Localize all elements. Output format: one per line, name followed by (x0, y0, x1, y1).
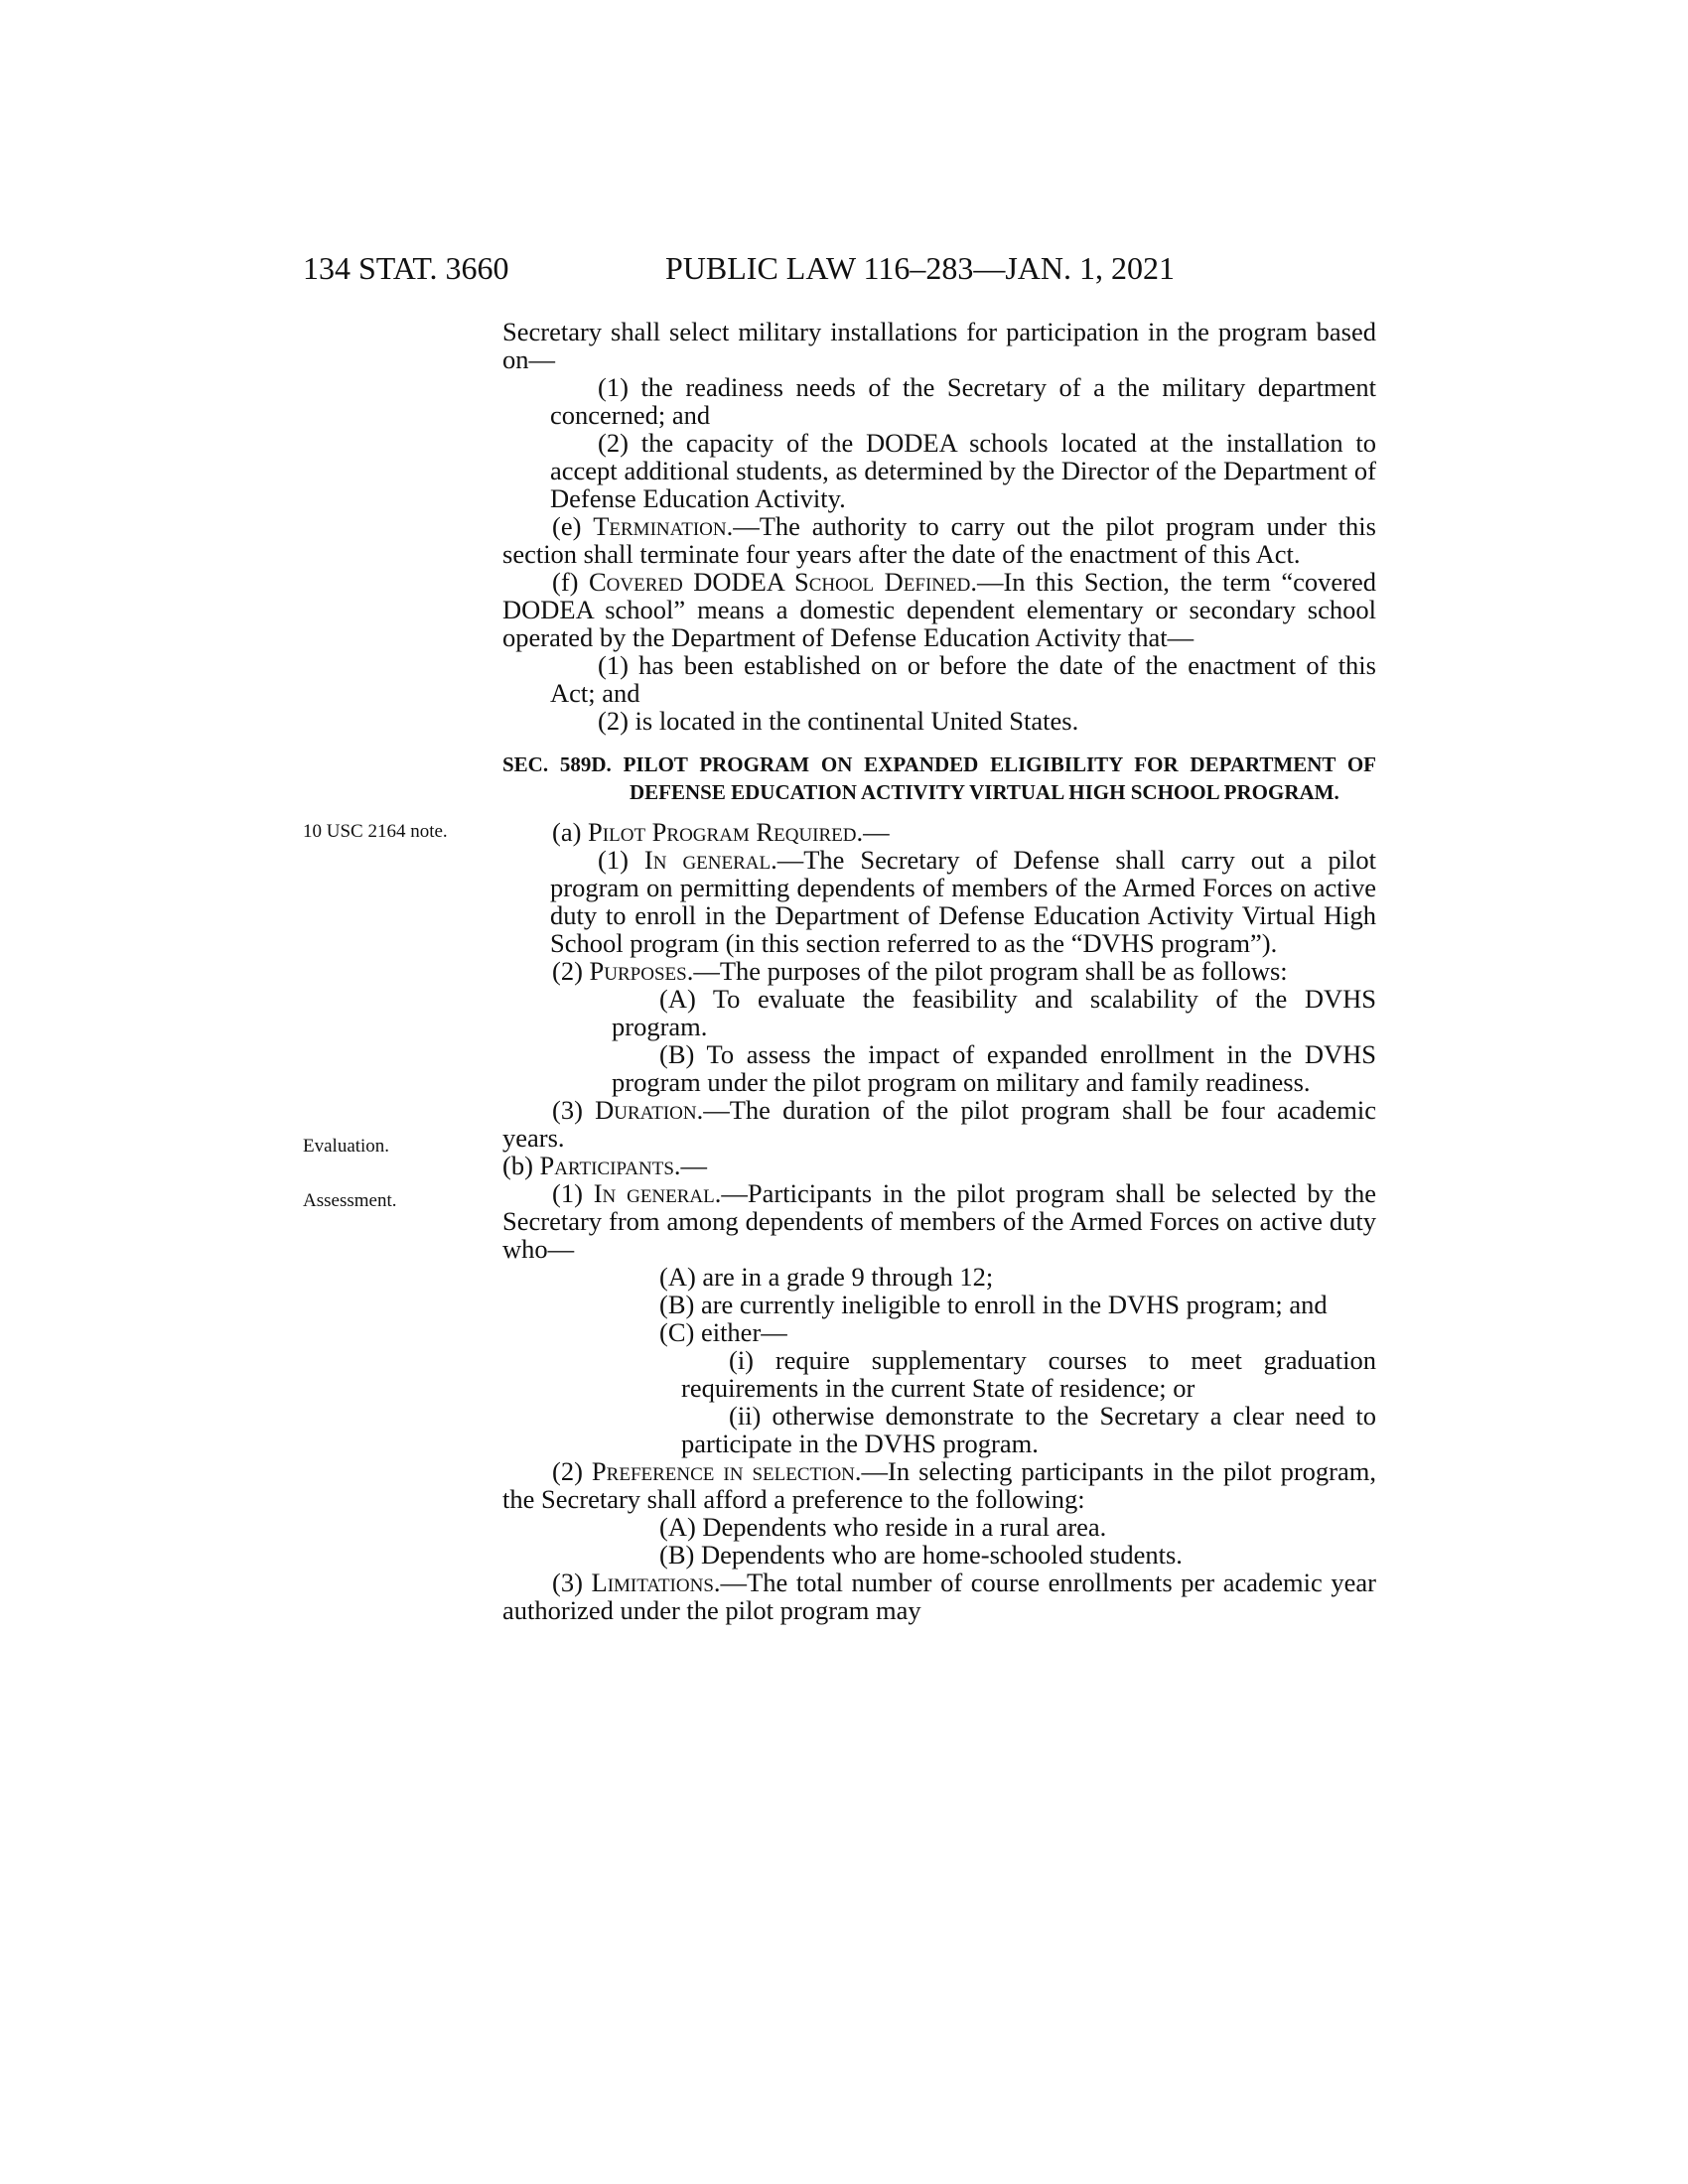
paragraph-text: .—The Secretary of Defense shall carry out a pilot program on permitting dependents of members of the Armed Forces on active duty to enroll in the Department of Defense Education Activity Virtual High School program (in this section referred to as the “DVHS program”). (550, 845, 1377, 958)
subsection-label: (e) (552, 511, 594, 541)
paragraph-label: (2) (552, 956, 590, 986)
subparagraph: (A) are in a grade 9 through 12; (659, 1262, 994, 1292)
clause: (ii) otherwise demonstrate to the Secretary a clear need to participate in the DVHS program. (681, 1401, 1376, 1458)
subsection-b (502, 1152, 1376, 1179)
subsection-text: .—In this Section, the term “covered DODEA school” means a domestic dependent elementary or secondary school operated by the Department of Defense Education Activity that— (502, 567, 1376, 652)
subsection-text: .—The authority to carry out the pilot program under this section shall terminate four years after the date of the enactment of this Act. (502, 511, 1376, 569)
paragraph-text: .—The total number of course enrollments per academic year authorized under the pilot program may (502, 1568, 1376, 1625)
paragraph-heading: Duration (595, 1095, 697, 1125)
subsection-label: (b) (502, 1151, 540, 1180)
statute-page-number: 134 STAT. 3660 (303, 250, 509, 286)
paragraph-heading: Purposes (589, 956, 687, 986)
subparagraph: (B) To assess the impact of expanded enrollment in the DVHS program under the pilot program on military and family readiness. (612, 1039, 1376, 1097)
paragraph: (1) the readiness needs of the Secretary of a the military department concerned; and (550, 372, 1376, 430)
subsection-heading: Pilot Program Required (588, 817, 857, 847)
paragraph: (2) the capacity of the DODEA schools located at the installation to accept additional students, as determined by the Director of the Department of Defense Education Activity. (550, 428, 1376, 513)
subparagraph: (B) are currently ineligible to enroll in the DVHS program; and (659, 1290, 1328, 1319)
margin-note-usc: 10 USC 2164 note. (303, 821, 448, 842)
subsection-heading: Covered DODEA School Defined (588, 567, 971, 597)
paragraph-text: .—In selecting participants in the pilot program, the Secretary shall afford a preference to the following: (502, 1456, 1377, 1514)
paragraph-text: .—The duration of the pilot program shall be four academic years. (502, 1095, 1376, 1153)
subsection-heading: Participants (539, 1151, 674, 1180)
paragraph-b1 (502, 1179, 1376, 1263)
subsection-a (502, 818, 1376, 846)
public-law-title: PUBLIC LAW 116–283—JAN. 1, 2021 (665, 250, 1175, 286)
paragraph-label: (3) (552, 1568, 592, 1597)
subsection-label: (f) (552, 567, 589, 597)
paragraph-a1 (502, 846, 1376, 957)
paragraph-b3 (502, 1569, 1376, 1624)
paragraph-heading: In general (643, 845, 772, 875)
paragraph: Secretary shall select military installations for participation in the program based on— (502, 317, 1376, 374)
paragraph-text: .—Participants in the pilot program shall be selected by the Secretary from among dependents of members of the Armed Forces on active duty who— (502, 1178, 1377, 1264)
paragraph: (1) has been established on or before the date of the enactment of this Act; and (550, 650, 1376, 708)
subsection-text: .— (673, 1151, 708, 1180)
subsection-e (502, 512, 1376, 568)
paragraph-b2 (502, 1457, 1376, 1513)
paragraph-a3 (502, 1096, 1376, 1152)
paragraph-heading: Preference in selection (591, 1456, 855, 1486)
clause: (i) require supplementary courses to meet graduation requirements in the current State of residence; or (681, 1345, 1376, 1403)
paragraph-label: (3) (552, 1095, 596, 1125)
paragraph-heading: In general (593, 1178, 715, 1208)
subsection-text: .— (856, 817, 890, 847)
subsection-heading: Termination (593, 511, 727, 541)
paragraph-text: .—The purposes of the pilot program shall be as follows: (686, 956, 1288, 986)
subparagraph: (C) either— (659, 1317, 787, 1347)
subparagraph: (B) Dependents who are home-schooled students. (659, 1540, 1183, 1570)
subparagraph: (A) To evaluate the feasibility and scalability of the DVHS program. (612, 984, 1376, 1041)
paragraph-label: (1) (598, 845, 644, 875)
section-heading: SEC. 589D. PILOT PROGRAM ON EXPANDED ELIGIBILITY FOR DEPARTMENT OF DEFENSE EDUCATION ACTIVITY VIRTUAL HIGH SCHOOL PROGRAM. (502, 752, 1376, 804)
document-body (502, 318, 1376, 1624)
paragraph-a2 (502, 957, 1376, 985)
margin-note-evaluation: Evaluation. (303, 1136, 390, 1157)
subsection-label: (a) (552, 817, 589, 847)
paragraph: (2) is located in the continental United States. (598, 706, 1079, 736)
page-header (0, 248, 1688, 288)
paragraph-label: (2) (552, 1456, 592, 1486)
subsection-f (502, 568, 1376, 651)
paragraph-heading: Limitations (591, 1568, 714, 1597)
subparagraph: (A) Dependents who reside in a rural area. (659, 1512, 1107, 1542)
margin-note-assessment: Assessment. (303, 1190, 397, 1211)
paragraph-label: (1) (552, 1178, 594, 1208)
